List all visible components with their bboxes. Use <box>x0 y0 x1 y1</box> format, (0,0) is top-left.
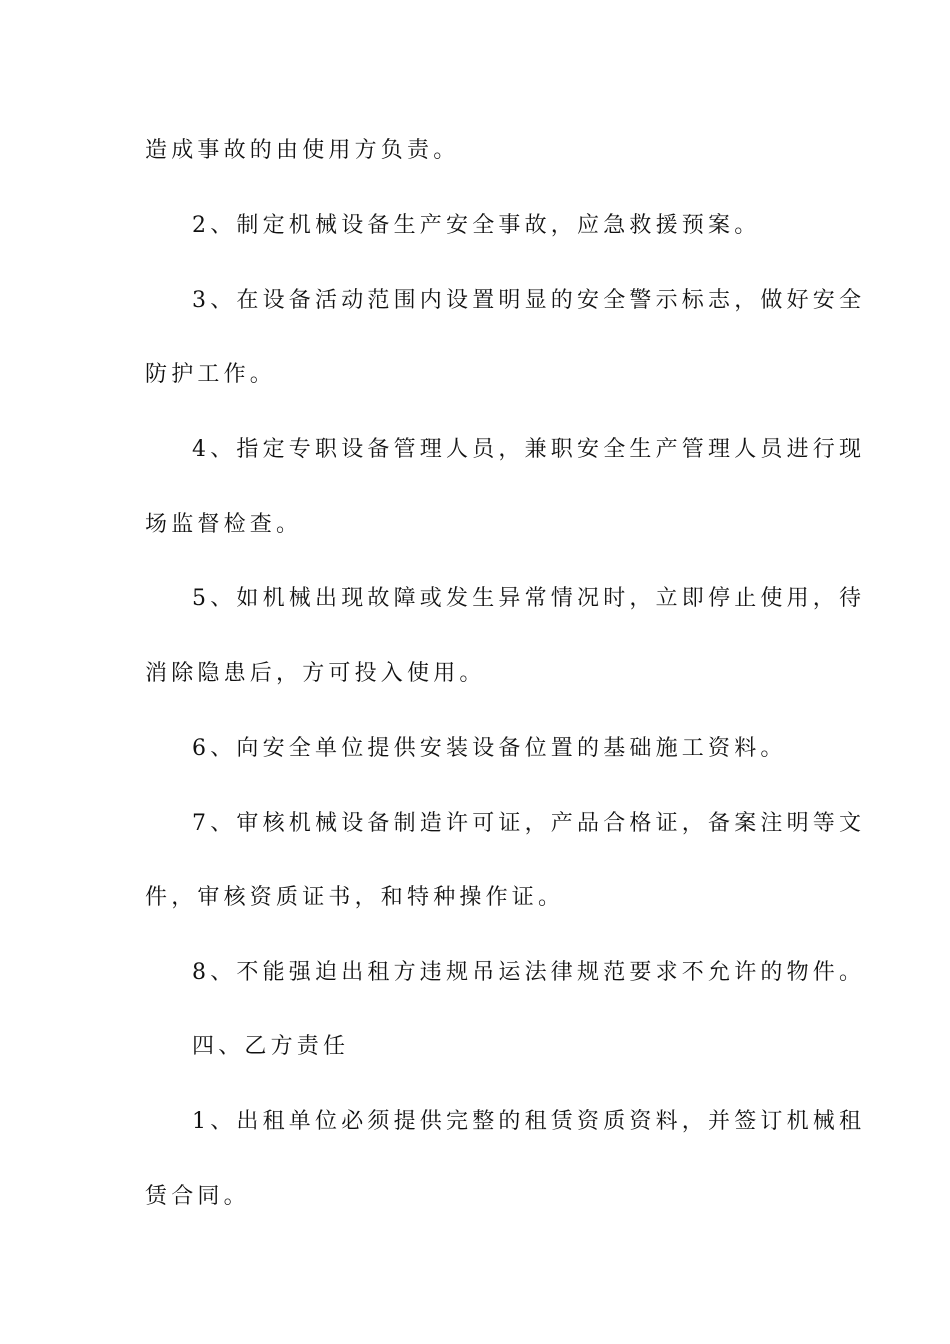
line-text: 四、乙方责任 <box>192 1034 350 1059</box>
line-text: 造成事故的由使用方负责。 <box>145 138 460 163</box>
line-text: 场监督检查。 <box>145 512 303 537</box>
line-text: 消除隐患后，方可投入使用。 <box>145 661 486 686</box>
paragraph-line <box>0 430 950 470</box>
paragraph-line <box>0 729 950 769</box>
paragraph-line <box>0 131 950 171</box>
line-text: 1、出租单位必须提供完整的租赁资质资料，并签订机械租 <box>192 1109 866 1134</box>
paragraph-line <box>0 579 950 619</box>
paragraph-line <box>0 878 950 918</box>
line-text: 3、在设备活动范围内设置明显的安全警示标志，做好安全 <box>192 288 866 313</box>
paragraph-line <box>0 355 950 395</box>
paragraph-line <box>0 1102 950 1142</box>
paragraph-line <box>0 206 950 246</box>
line-text: 赁合同。 <box>145 1184 250 1209</box>
line-text: 7、审核机械设备制造许可证，产品合格证，备案注明等文 <box>192 811 866 836</box>
line-text: 6、向安全单位提供安装设备位置的基础施工资料。 <box>192 736 787 761</box>
line-text: 8、不能强迫出租方违规吊运法律规范要求不允许的物件。 <box>192 960 866 985</box>
paragraph-line <box>0 953 950 993</box>
paragraph-line <box>0 804 950 844</box>
line-text: 件，审核资质证书，和特种操作证。 <box>145 885 565 910</box>
line-text: 防护工作。 <box>145 362 277 387</box>
line-text: 4、指定专职设备管理人员，兼职安全生产管理人员进行现 <box>192 437 866 462</box>
paragraph-line <box>0 654 950 694</box>
paragraph-line <box>0 505 950 545</box>
paragraph-line <box>0 1177 950 1217</box>
paragraph-line <box>0 281 950 321</box>
section-heading <box>0 1027 950 1067</box>
line-text: 5、如机械出现故障或发生异常情况时，立即停止使用，待 <box>192 586 866 611</box>
line-text: 2、制定机械设备生产安全事故，应急救援预案。 <box>192 213 761 238</box>
